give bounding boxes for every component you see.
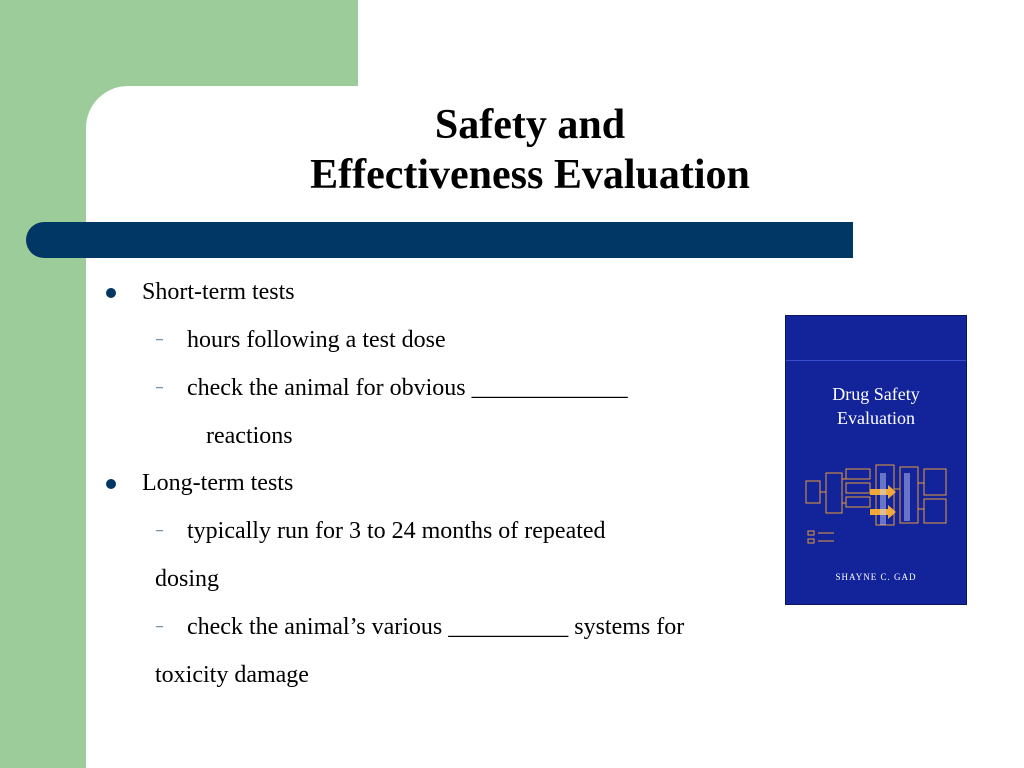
bullet-dot-icon [106, 288, 116, 298]
dash-icon: – [156, 332, 163, 347]
cover-flowchart-icon [804, 459, 950, 551]
white-top-area [358, 0, 1024, 90]
dash-icon: – [156, 523, 163, 538]
cover-author: SHAYNE C. GAD [835, 572, 917, 582]
title-line-1: Safety and [434, 102, 626, 148]
book-cover-image [785, 315, 967, 605]
title-divider-bar [26, 222, 853, 258]
bullet-short-term: Short-term tests [142, 279, 295, 305]
cover-title-line-2: Evaluation [837, 408, 915, 428]
cover-title [786, 382, 966, 430]
slide-title [250, 100, 810, 200]
sub-bullet-obvious-continuation: reactions [206, 423, 293, 449]
sub-bullet-systems: check the animal’s various __________ systems for [187, 614, 685, 640]
sub-bullet-systems-continuation: toxicity damage [155, 662, 309, 688]
dash-icon: – [156, 380, 163, 395]
sub-bullet-months: typically run for 3 to 24 months of repeated [187, 518, 606, 544]
cover-rule [786, 360, 966, 361]
title-line-2: Effectiveness Evaluation [310, 152, 750, 198]
bullet-long-term: Long-term tests [142, 470, 294, 496]
sub-bullet-hours: hours following a test dose [187, 327, 446, 353]
sub-bullet-obvious: check the animal for obvious _____________ [187, 375, 628, 401]
sub-bullet-months-continuation: dosing [155, 566, 220, 592]
cover-title-line-1: Drug Safety [832, 384, 920, 404]
dash-icon: – [156, 619, 163, 634]
bullet-dot-icon [106, 479, 116, 489]
